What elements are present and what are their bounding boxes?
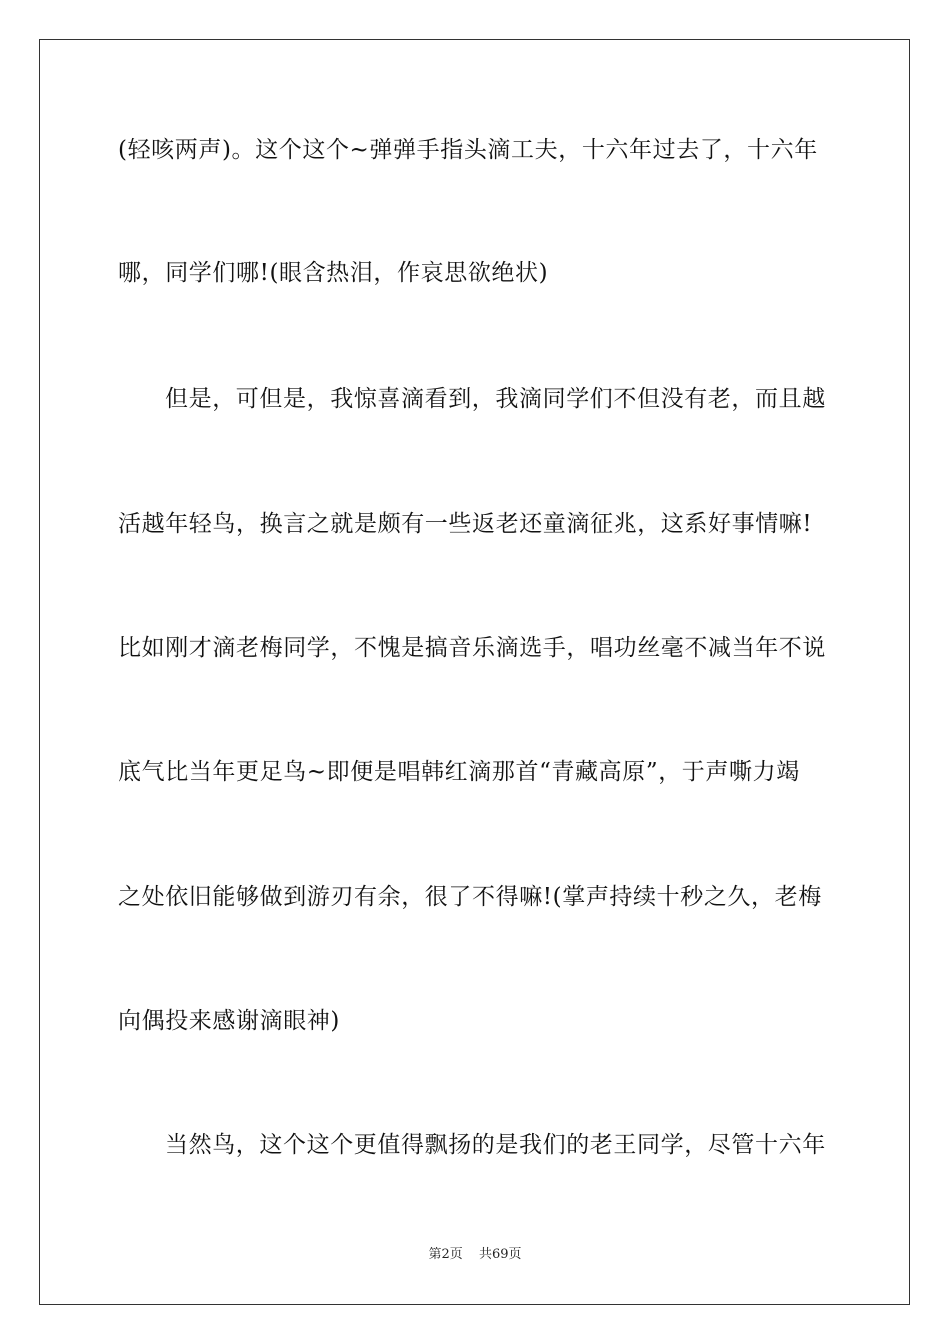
text-line: 底气比当年更足鸟~即便是唱韩红滴那首“青藏高原”，于声嘶力竭 — [118, 759, 800, 785]
page-border — [39, 39, 910, 1305]
text-line: 向偶投来感谢滴眼神) — [118, 1008, 340, 1034]
page-number: 第2页 — [428, 1247, 463, 1262]
page-total: 共69页 — [478, 1247, 522, 1262]
page-footer — [0, 1246, 950, 1264]
text-line: 之处依旧能够做到游刃有余，很了不得嘛!(掌声持续十秒之久，老梅 — [118, 884, 822, 910]
text-line: 活越年轻鸟，换言之就是颇有一些返老还童滴征兆，这系好事情嘛! — [118, 511, 813, 537]
paragraph-start-line: 当然鸟，这个这个更值得飘扬的是我们的老王同学，尽管十六年 — [165, 1132, 826, 1158]
text-line: (轻咳两声)。这个这个~弹弹手指头滴工夫，十六年过去了，十六年 — [118, 137, 818, 163]
text-line: 哪，同学们哪!(眼含热泪，作哀思欲绝状) — [118, 260, 549, 286]
paragraph-start-line: 但是，可但是，我惊喜滴看到，我滴同学们不但没有老，而且越 — [165, 386, 826, 412]
text-line: 比如刚才滴老梅同学，不愧是搞音乐滴选手，唱功丝毫不减当年不说 — [118, 635, 826, 661]
